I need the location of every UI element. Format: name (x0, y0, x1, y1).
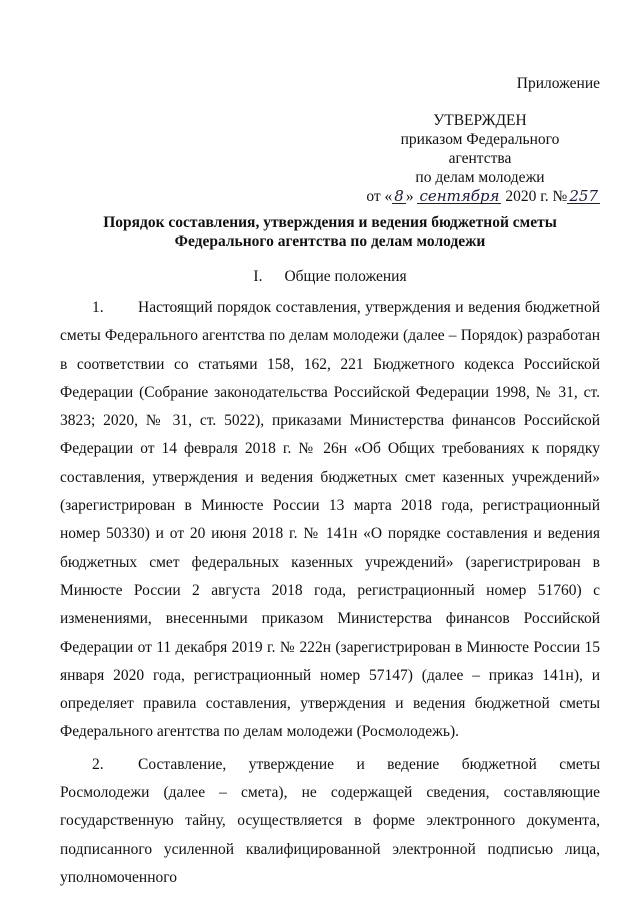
handwritten-order-number: 257 (569, 187, 598, 205)
paragraph-1 (60, 294, 600, 747)
approved-label: УТВЕРЖДЕН (433, 112, 527, 129)
approval-order-line-1: приказом Федерального агентства (400, 131, 560, 167)
paragraph-number: 1. (92, 299, 104, 316)
date-mid: » (405, 188, 414, 205)
section-name: Общие положения (284, 268, 407, 285)
handwritten-month: сентября (419, 187, 500, 205)
paragraph-text: Настоящий порядок составления, утверждения и ведения бюджетной сметы Федерального агентства по делам молодежи (далее – Порядок) разработан в соответствии со статьями 158, 162, 221 Бюджетного кодекса Российской Федерации (Собрание законодательства Российской Федерации 1998, № 31, ст. 3823; 2020, № 31, ст. 5022), приказами Министерства финансов Российской Федерации от 14 февраля 2018 г. № 26н «Об Общих требованиях к порядку составления, утверждения и ведения бюджетных смет казенных учреждений» (зарегистрирован в Минюсте России 13 марта 2018 года, регистрационный номер 50330) и от 20 июня 2018 г. № 141н «О порядке составления и ведения бюджетных смет федеральных казенных учреждений» (зарегистрирован в Минюсте России 2 августа 2018 года, регистрационный номер 51760) с изменениями, внесенными приказом Министерства финансов Российской Федерации от 11 декабря 2019 г. № 222н (зарегистрирован в Минюсте России 15 января 2020 года, регистрационный номер 57147) (далее – приказ 141н), и определяет правила составления, утверждения и ведения бюджетной сметы Федерального агентства по делам молодежи (Росмолодежь). (60, 299, 600, 741)
document-title (60, 213, 600, 251)
date-year: 2020 г. № (505, 188, 568, 205)
title-line-2: Федерального агентства по делам молодежи (174, 233, 486, 250)
paragraph-text: Составление, утверждение и ведение бюджетной сметы Росмолодежи (далее – смета), не содержащей сведения, составляющие государственную тайну, осуществляется в форме электронного документа, подписанного усиленной квалифицированной электронной подписью лица, уполномоченного (60, 755, 600, 886)
approval-date-line (340, 187, 600, 206)
section-heading (60, 268, 600, 286)
document-body (60, 294, 600, 896)
approval-order-line-2: по делам молодежи (415, 169, 545, 186)
appendix-label: Приложение (516, 75, 600, 92)
approval-stamp (370, 111, 590, 187)
date-prefix: от « (366, 188, 393, 205)
title-line-1: Порядок составления, утверждения и ведения бюджетной сметы (103, 214, 557, 231)
paragraph-number: 2. (92, 755, 104, 773)
approval-block (340, 74, 600, 206)
paragraph-2 (60, 751, 600, 892)
handwritten-day: 8 (394, 187, 404, 205)
section-number: I. (253, 268, 263, 285)
